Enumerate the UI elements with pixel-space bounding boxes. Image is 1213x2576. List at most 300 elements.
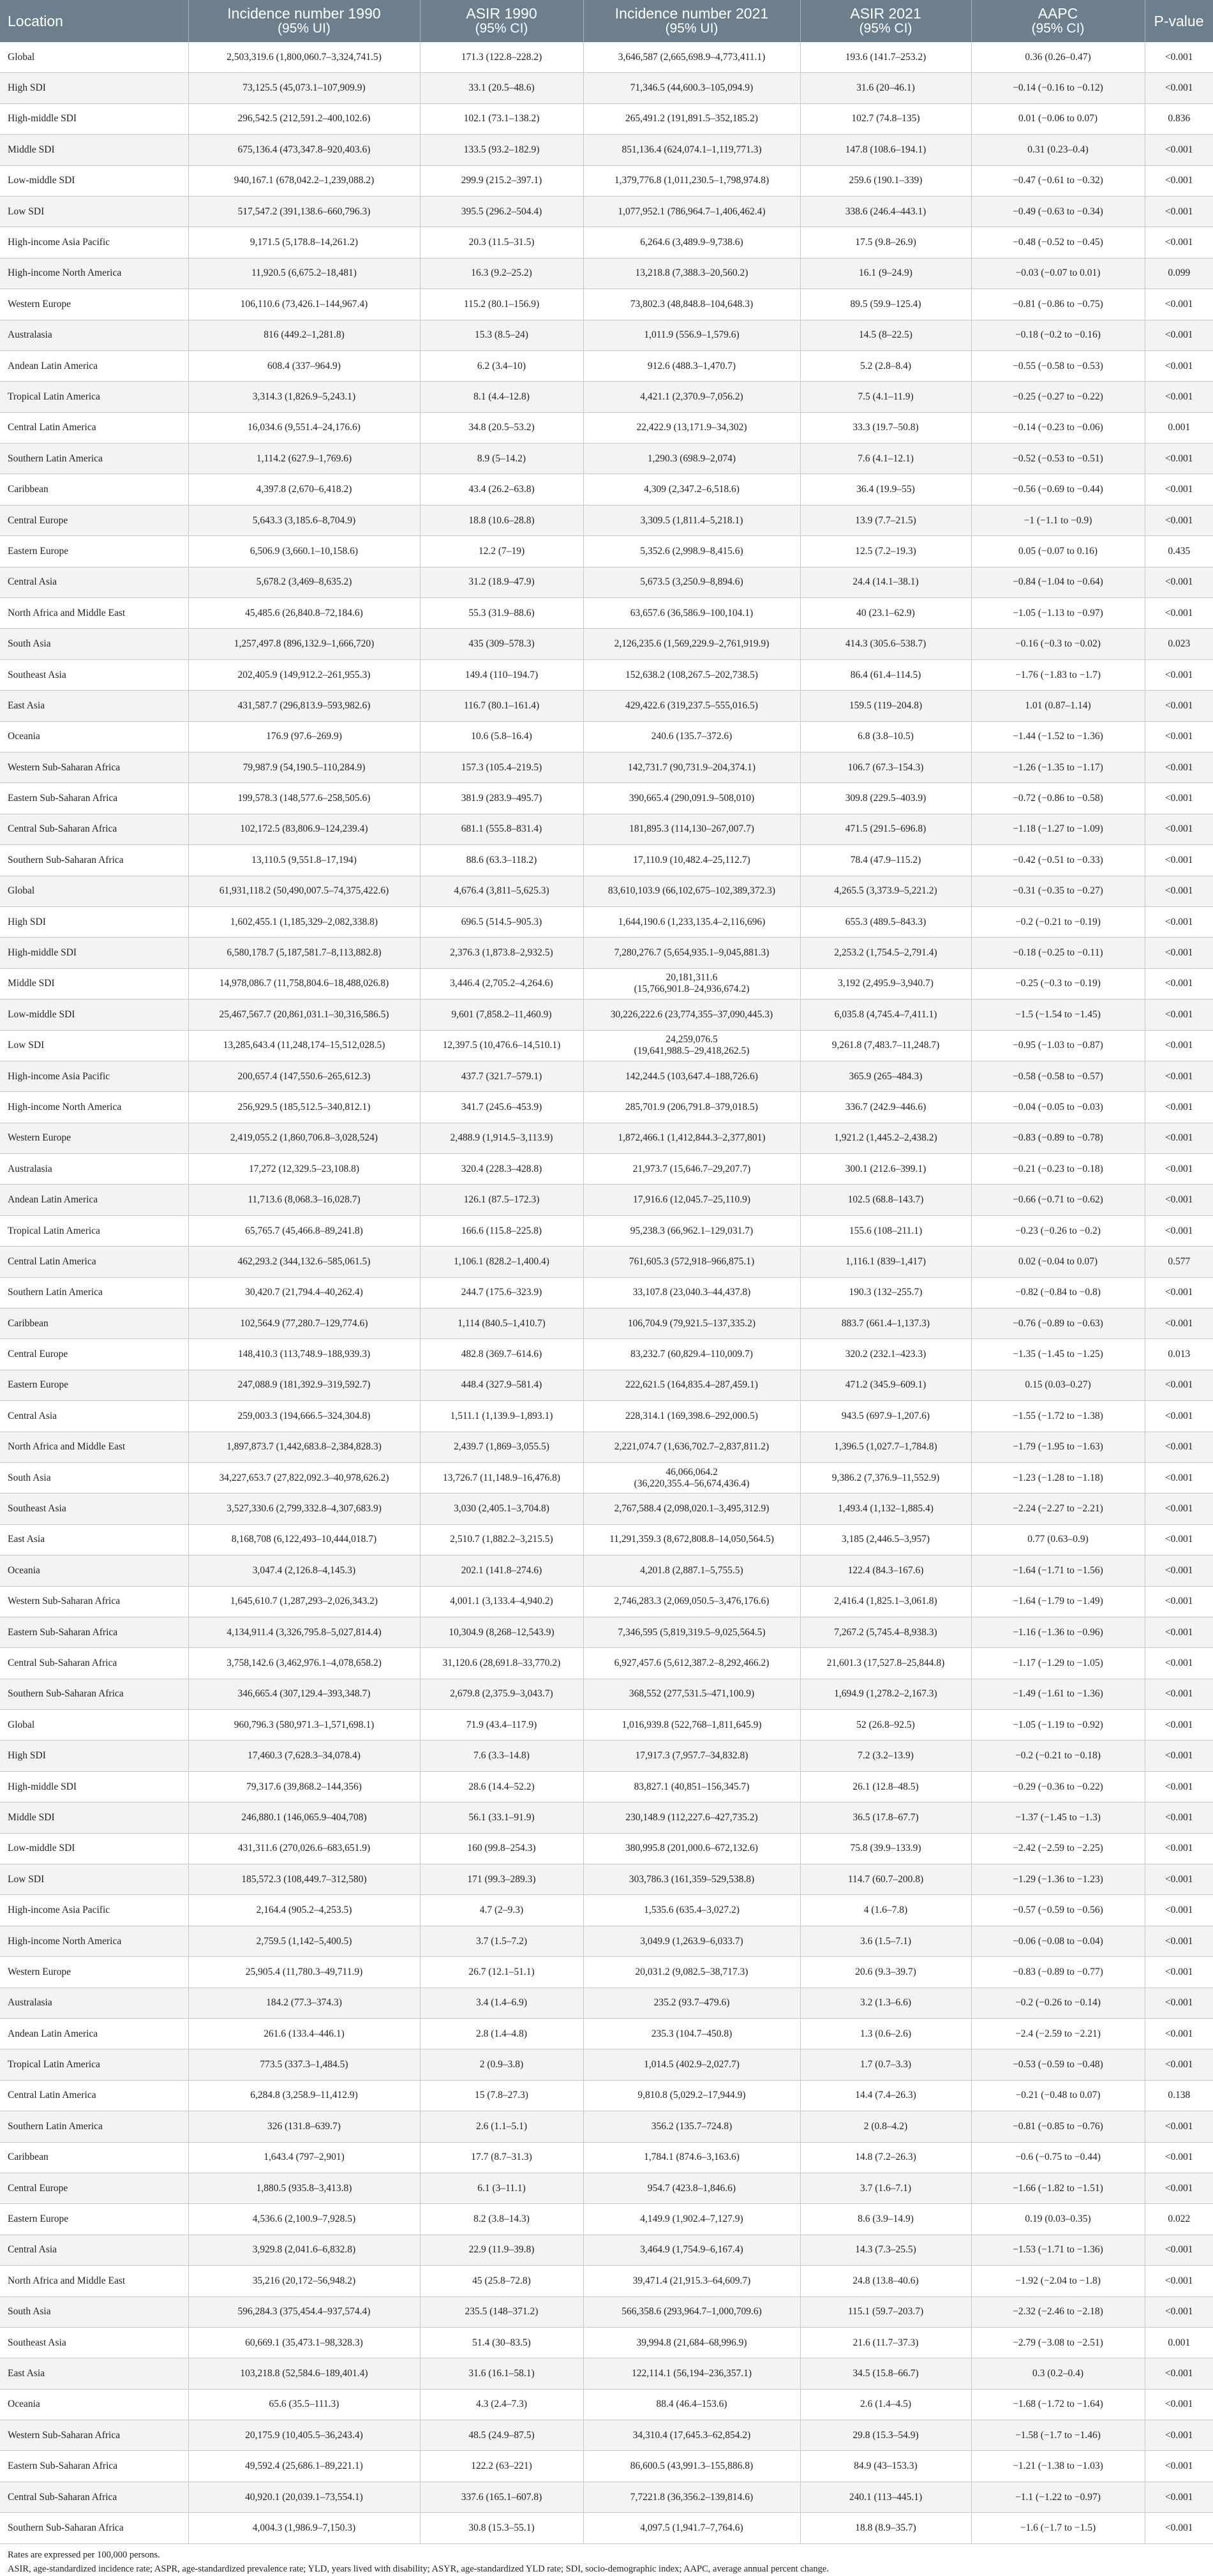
cell-asir-2021: 3.7 (1.6–7.1) [800, 2173, 971, 2203]
cell-incidence-2021: 285,701.9 (206,791.8–379,018.5) [583, 1092, 800, 1123]
cell-location: Low SDI [0, 1030, 188, 1061]
cell-p-value: <0.001 [1145, 1061, 1213, 1091]
cell-aapc: −0.66 (−0.71 to −0.62) [971, 1185, 1145, 1215]
cell-aapc: −0.6 (−0.75 to −0.44) [971, 2142, 1145, 2173]
table-row [0, 598, 1213, 629]
cell-asir-2021: 1,493.4 (1,132–1,885.4) [800, 1494, 971, 1524]
cell-asir-2021: 21.6 (11.7–37.3) [800, 2327, 971, 2358]
cell-aapc: 0.01 (−0.06 to 0.07) [971, 103, 1145, 134]
cell-asir-1990: 20.3 (11.5–31.5) [420, 227, 583, 258]
cell-incidence-1990: 9,171.5 (5,178.8–14,261.2) [188, 227, 420, 258]
cell-asir-2021: 18.8 (8.9–35.7) [800, 2513, 971, 2543]
cell-incidence-1990: 185,572.3 (108,449.7–312,580) [188, 1864, 420, 1895]
cell-p-value: <0.001 [1145, 165, 1213, 196]
cell-p-value: <0.001 [1145, 906, 1213, 937]
table-row [0, 1555, 1213, 1586]
cell-aapc: −1.79 (−1.95 to −1.63) [971, 1432, 1145, 1462]
cell-incidence-2021: 181,895.3 (114,130–267,007.7) [583, 814, 800, 844]
cell-location: Andean Latin America [0, 1185, 188, 1215]
cell-incidence-1990: 462,293.2 (344,132.6–585,061.5) [188, 1247, 420, 1277]
cell-location: Southeast Asia [0, 659, 188, 690]
cell-incidence-2021: 851,136.4 (624,074.1–1,119,771.3) [583, 135, 800, 165]
cell-asir-2021: 36.4 (19.9–55) [800, 474, 971, 505]
table-row [0, 382, 1213, 412]
cell-incidence-1990: 247,088.9 (181,392.9–319,592.7) [188, 1370, 420, 1400]
column-header-title: AAPC [1038, 5, 1078, 22]
cell-incidence-2021 [583, 968, 800, 999]
table-row [0, 2358, 1213, 2389]
cell-incidence-2021: 13,218.8 (7,388.3–20,560.2) [583, 258, 800, 288]
cell-asir-2021: 300.1 (212.6–399.1) [800, 1154, 971, 1185]
cell-incidence-2021: 34,310.4 (17,645.3–62,854.2) [583, 2420, 800, 2451]
cell-incidence-1990: 2,164.4 (905.2–4,253.5) [188, 1895, 420, 1926]
cell-asir-1990: 8.2 (3.8–14.3) [420, 2204, 583, 2235]
cell-asir-2021: 21,601.3 (17,527.8–25,844.8) [800, 1648, 971, 1679]
cell-incidence-2021: 228,314.1 (169,398.6–292,000.5) [583, 1401, 800, 1432]
cell-p-value: <0.001 [1145, 1926, 1213, 1956]
table-row [0, 2235, 1213, 2265]
cell-incidence-2021: 380,995.8 (201,000.6–672,132.6) [583, 1833, 800, 1864]
cell-p-value: 0.435 [1145, 536, 1213, 567]
cell-location: Andean Latin America [0, 350, 188, 381]
cell-incidence-2021: 22,422.9 (13,171.9–34,302) [583, 412, 800, 443]
table-header [0, 0, 1213, 42]
cell-incidence-1990: 61,931,118.2 (50,490,007.5–74,375,422.6) [188, 876, 420, 906]
cell-location: High SDI [0, 1741, 188, 1771]
table-row [0, 1710, 1213, 1741]
cell-incidence-1990: 49,592.4 (25,686.1–89,221.1) [188, 2451, 420, 2482]
column-header-subtitle: (95% CI) [475, 21, 528, 36]
cell-asir-1990: 12,397.5 (10,476.6–14,510.1) [420, 1030, 583, 1061]
table-row [0, 659, 1213, 690]
cell-location: Eastern Europe [0, 536, 188, 567]
cell-incidence-2021: 5,673.5 (3,250.9–8,894.6) [583, 567, 800, 597]
cell-asir-2021: 7.5 (4.1–11.9) [800, 382, 971, 412]
cell-aapc: −2.42 (−2.59 to −2.25) [971, 1833, 1145, 1864]
cell-aapc: −0.83 (−0.89 to −0.77) [971, 1957, 1145, 1988]
cell-incidence-1990: 4,134,911.4 (3,326,795.8–5,027,814.4) [188, 1617, 420, 1647]
cell-incidence-1990: 5,643.3 (3,185.6–8,704.9) [188, 505, 420, 535]
cell-aapc: 0.31 (0.23–0.4) [971, 135, 1145, 165]
cell-asir-1990: 320.4 (228.3–428.8) [420, 1154, 583, 1185]
table-row [0, 1617, 1213, 1647]
cell-asir-1990: 202.1 (141.8–274.6) [420, 1555, 583, 1586]
cell-asir-1990: 4.3 (2.4–7.3) [420, 2389, 583, 2420]
cell-asir-1990: 2,510.7 (1,882.2–3,215.5) [420, 1524, 583, 1555]
header-row [0, 0, 1213, 42]
cell-location: Eastern Sub-Saharan Africa [0, 2451, 188, 2482]
cell-asir-1990: 4,001.1 (3,133.4–4,940.2) [420, 1586, 583, 1617]
cell-asir-2021: 365.9 (265–484.3) [800, 1061, 971, 1091]
cell-asir-1990: 13,726.7 (11,148.9–16,476.8) [420, 1462, 583, 1493]
cell-incidence-1990: 1,645,610.7 (1,287,293–2,026,343.2) [188, 1586, 420, 1617]
column-header-title: Incidence number 2021 [614, 5, 769, 22]
cell-location: Eastern Europe [0, 1370, 188, 1400]
cell-incidence-1990: 246,880.1 (146,065.9–404,708) [188, 1802, 420, 1833]
cell-asir-2021: 14.3 (7.3–25.5) [800, 2235, 971, 2265]
cell-incidence-1990: 200,657.4 (147,550.6–265,612.3) [188, 1061, 420, 1091]
cell-location: Central Sub-Saharan Africa [0, 2482, 188, 2512]
cell-asir-2021: 6,035.8 (4,745.4–7,411.1) [800, 1000, 971, 1030]
cell-incidence-1990: 148,410.3 (113,748.9–188,939.3) [188, 1339, 420, 1370]
cell-location: Middle SDI [0, 135, 188, 165]
cell-incidence-2021: 954.7 (423.8–1,846.6) [583, 2173, 800, 2203]
column-header-p-value [1145, 0, 1213, 42]
cell-asir-1990: 3,446.4 (2,705.2–4,264.6) [420, 968, 583, 999]
cell-incidence-2021: 3,464.9 (1,754.9–6,167.4) [583, 2235, 800, 2265]
cell-incidence-2021: 11,291,359.3 (8,672,808.8–14,050,564.5) [583, 1524, 800, 1555]
cell-asir-1990: 22.9 (11.9–39.8) [420, 2235, 583, 2265]
cell-incidence-1990: 14,978,086.7 (11,758,804.6–18,488,026.8) [188, 968, 420, 999]
cell-asir-2021: 655.3 (489.5–843.3) [800, 906, 971, 937]
cell-asir-2021: 3.6 (1.5–7.1) [800, 1926, 971, 1956]
column-header-title: Incidence number 1990 [227, 5, 381, 22]
cell-aapc: −0.18 (−0.2 to −0.16) [971, 320, 1145, 350]
cell-incidence-2021: 142,731.7 (90,731.9–204,374.1) [583, 752, 800, 783]
cell-asir-2021: 14.8 (7.2–26.3) [800, 2142, 971, 2173]
cell-p-value: <0.001 [1145, 1432, 1213, 1462]
table-row [0, 938, 1213, 968]
table-row [0, 1154, 1213, 1185]
cell-p-value: 0.022 [1145, 2204, 1213, 2235]
cell-incidence-1990: 13,285,643.4 (11,248,174–15,512,028.5) [188, 1030, 420, 1061]
cell-incidence-2021: 83,827.1 (40,851–156,345.7) [583, 1771, 800, 1802]
cell-p-value: <0.001 [1145, 691, 1213, 721]
cell-p-value: 0.001 [1145, 2327, 1213, 2358]
cell-incidence-2021 [583, 1462, 800, 1493]
cell-aapc: −0.04 (−0.05 to −0.03) [971, 1092, 1145, 1123]
cell-location: Australasia [0, 1988, 188, 2018]
cell-location: Eastern Sub-Saharan Africa [0, 1617, 188, 1647]
cell-asir-2021: 34.5 (15.8–66.7) [800, 2358, 971, 2389]
footnote-rates: Rates are expressed per 100,000 persons. [8, 2549, 160, 2560]
cell-incidence-2021: 2,221,074.7 (1,636,702.7–2,837,811.2) [583, 1432, 800, 1462]
cell-incidence-1990: 940,167.1 (678,042.2–1,239,088.2) [188, 165, 420, 196]
cell-incidence-1990: 2,419,055.2 (1,860,706.8–3,028,524) [188, 1123, 420, 1153]
cell-location: Global [0, 876, 188, 906]
cell-aapc: −1 (−1.1 to −0.9) [971, 505, 1145, 535]
cell-asir-2021: 1,694.9 (1,278.2–2,167.3) [800, 1679, 971, 1709]
table-row [0, 1833, 1213, 1864]
cell-asir-2021: 3,185 (2,446.5–3,957) [800, 1524, 971, 1555]
cell-incidence-1990: 16,034.6 (9,551.4–24,176.6) [188, 412, 420, 443]
cell-location: South Asia [0, 2296, 188, 2327]
cell-asir-2021: 147.8 (108.6–194.1) [800, 135, 971, 165]
cell-aapc: −0.21 (−0.23 to −0.18) [971, 1154, 1145, 1185]
cell-line: 24,259,076.5 [666, 1034, 718, 1045]
cell-incidence-1990: 596,284.3 (375,454.4–937,574.4) [188, 2296, 420, 2327]
cell-p-value: <0.001 [1145, 2513, 1213, 2543]
cell-incidence-2021: 3,049.9 (1,263.9–6,033.7) [583, 1926, 800, 1956]
cell-asir-1990: 160 (99.8–254.3) [420, 1833, 583, 1864]
cell-incidence-1990: 431,311.6 (270,026.6–683,651.9) [188, 1833, 420, 1864]
cell-incidence-2021: 106,704.9 (79,921.5–137,335.2) [583, 1308, 800, 1339]
cell-location: Global [0, 42, 188, 73]
cell-p-value: <0.001 [1145, 1494, 1213, 1524]
cell-incidence-1990: 199,578.3 (148,577.6–258,505.6) [188, 783, 420, 814]
cell-aapc: −0.42 (−0.51 to −0.33) [971, 845, 1145, 876]
cell-incidence-2021: 265,491.2 (191,891.5–352,185.2) [583, 103, 800, 134]
cell-p-value: 0.001 [1145, 412, 1213, 443]
cell-asir-2021: 122.4 (84.3–167.6) [800, 1555, 971, 1586]
cell-location: Australasia [0, 1154, 188, 1185]
cell-asir-2021: 4,265.5 (3,373.9–5,221.2) [800, 876, 971, 906]
table-row [0, 783, 1213, 814]
table-row [0, 474, 1213, 505]
table-row [0, 2296, 1213, 2327]
cell-asir-1990: 31.2 (18.9–47.9) [420, 567, 583, 597]
cell-asir-1990: 8.9 (5–14.2) [420, 444, 583, 474]
cell-asir-1990: 16.3 (9.2–25.2) [420, 258, 583, 288]
cell-p-value: <0.001 [1145, 1215, 1213, 1246]
cell-asir-2021: 52 (26.8–92.5) [800, 1710, 971, 1741]
cell-asir-2021: 336.7 (242.9–446.6) [800, 1092, 971, 1123]
cell-location: East Asia [0, 1524, 188, 1555]
cell-asir-2021: 1,396.5 (1,027.7–1,784.8) [800, 1432, 971, 1462]
cell-incidence-2021: 7,346,595 (5,819,319.5–9,025,564.5) [583, 1617, 800, 1647]
cell-incidence-2021: 566,358.6 (293,964.7–1,000,709.6) [583, 2296, 800, 2327]
cell-p-value: <0.001 [1145, 968, 1213, 999]
cell-aapc: 0.36 (0.26–0.47) [971, 42, 1145, 73]
cell-asir-2021: 20.6 (9.3–39.7) [800, 1957, 971, 1988]
column-header-incidence-1990 [188, 0, 420, 42]
cell-aapc: −1.37 (−1.45 to −1.3) [971, 1802, 1145, 1833]
cell-location: Tropical Latin America [0, 1215, 188, 1246]
cell-location: North Africa and Middle East [0, 598, 188, 629]
cell-incidence-2021: 63,657.6 (36,586.9–100,104.1) [583, 598, 800, 629]
table-row [0, 906, 1213, 937]
cell-incidence-2021: 912.6 (488.3–1,470.7) [583, 350, 800, 381]
cell-incidence-2021: 368,552 (277,531.5–471,100.9) [583, 1679, 800, 1709]
table-row [0, 1432, 1213, 1462]
cell-p-value: <0.001 [1145, 1710, 1213, 1741]
cell-p-value: <0.001 [1145, 1030, 1213, 1061]
cell-aapc: −0.2 (−0.21 to −0.19) [971, 906, 1145, 937]
cell-p-value: <0.001 [1145, 135, 1213, 165]
cell-incidence-2021: 30,226,222.6 (23,774,355–37,090,445.3) [583, 1000, 800, 1030]
cell-incidence-1990: 40,920.1 (20,039.1–73,554.1) [188, 2482, 420, 2512]
cell-aapc: −0.49 (−0.63 to −0.34) [971, 196, 1145, 227]
cell-location: Eastern Sub-Saharan Africa [0, 783, 188, 814]
cell-aapc: −0.52 (−0.53 to −0.51) [971, 444, 1145, 474]
cell-incidence-1990: 45,485.6 (26,840.8–72,184.6) [188, 598, 420, 629]
cell-incidence-2021: 6,264.6 (3,489.9–9,738.6) [583, 227, 800, 258]
cell-asir-2021: 7.2 (3.2–13.9) [800, 1741, 971, 1771]
cell-incidence-1990: 608.4 (337–964.9) [188, 350, 420, 381]
cell-asir-2021: 2 (0.8–4.2) [800, 2111, 971, 2142]
cell-incidence-1990: 73,125.5 (45,073.1–107,909.9) [188, 73, 420, 103]
cell-location: Central Asia [0, 567, 188, 597]
cell-p-value: <0.001 [1145, 1679, 1213, 1709]
table-row [0, 1185, 1213, 1215]
cell-asir-1990: 437.7 (321.7–579.1) [420, 1061, 583, 1091]
cell-asir-1990: 133.5 (93.2–182.9) [420, 135, 583, 165]
cell-asir-2021: 7.6 (4.1–12.1) [800, 444, 971, 474]
cell-p-value: <0.001 [1145, 1617, 1213, 1647]
cell-incidence-1990: 6,506.9 (3,660.1–10,158.6) [188, 536, 420, 567]
cell-p-value: <0.001 [1145, 196, 1213, 227]
cell-asir-1990: 56.1 (33.1–91.9) [420, 1802, 583, 1833]
cell-asir-2021: 414.3 (305.6–538.7) [800, 629, 971, 659]
cell-incidence-1990: 346,665.4 (307,129.4–393,348.7) [188, 1679, 420, 1709]
table-row [0, 629, 1213, 659]
column-header-title: ASIR 1990 [466, 5, 537, 22]
cell-asir-1990: 337.6 (165.1–607.8) [420, 2482, 583, 2512]
cell-asir-2021: 190.3 (132–255.7) [800, 1277, 971, 1308]
table-row [0, 1648, 1213, 1679]
cell-incidence-2021: 73,802.3 (48,848.8–104,648.3) [583, 289, 800, 320]
cell-location: Central Asia [0, 1401, 188, 1432]
cell-incidence-1990: 960,796.3 (580,971.3–1,571,698.1) [188, 1710, 420, 1741]
table-row [0, 444, 1213, 474]
cell-location: Southern Sub-Saharan Africa [0, 2513, 188, 2543]
cell-incidence-2021: 39,471.4 (21,915.3–64,609.7) [583, 2266, 800, 2296]
cell-incidence-2021: 152,638.2 (108,267.5–202,738.5) [583, 659, 800, 690]
table-row [0, 721, 1213, 752]
cell-incidence-2021: 1,644,190.6 (1,233,135.4–2,116,696) [583, 906, 800, 937]
table-row [0, 42, 1213, 73]
table-body [0, 42, 1213, 2543]
cell-aapc: −2.32 (−2.46 to −2.18) [971, 2296, 1145, 2327]
cell-location: Southern Sub-Saharan Africa [0, 845, 188, 876]
cell-p-value: 0.836 [1145, 103, 1213, 134]
cell-aapc: −2.24 (−2.27 to −2.21) [971, 1494, 1145, 1524]
cell-location: Central Europe [0, 505, 188, 535]
cell-asir-1990: 3,030 (2,405.1–3,704.8) [420, 1494, 583, 1524]
cell-asir-1990: 28.6 (14.4–52.2) [420, 1771, 583, 1802]
cell-asir-2021: 471.2 (345.9–609.1) [800, 1370, 971, 1400]
cell-location: Caribbean [0, 474, 188, 505]
cell-location: Tropical Latin America [0, 382, 188, 412]
cell-incidence-2021: 1,011.9 (556.9–1,579.6) [583, 320, 800, 350]
cell-aapc: −2.79 (−3.08 to −2.51) [971, 2327, 1145, 2358]
table-row [0, 135, 1213, 165]
cell-aapc: −0.14 (−0.23 to −0.06) [971, 412, 1145, 443]
table-row [0, 412, 1213, 443]
table-row [0, 165, 1213, 196]
cell-asir-2021: 471.5 (291.5–696.8) [800, 814, 971, 844]
table-row [0, 845, 1213, 876]
cell-incidence-2021: 222,621.5 (164,835.4–287,459.1) [583, 1370, 800, 1400]
cell-aapc: −0.2 (−0.26 to −0.14) [971, 1988, 1145, 2018]
cell-incidence-1990: 79,317.6 (39,868.2–144,356) [188, 1771, 420, 1802]
cell-asir-2021: 159.5 (119–204.8) [800, 691, 971, 721]
cell-p-value: <0.001 [1145, 1000, 1213, 1030]
cell-location: Central Latin America [0, 1247, 188, 1277]
cell-asir-2021: 1,921.2 (1,445.2–2,438.2) [800, 1123, 971, 1153]
cell-incidence-2021: 71,346.5 (44,600.3–105,094.9) [583, 73, 800, 103]
table-row [0, 227, 1213, 258]
cell-aapc: −0.48 (−0.52 to −0.45) [971, 227, 1145, 258]
cell-location: High-income North America [0, 258, 188, 288]
cell-asir-1990: 2,376.3 (1,873.8–2,932.5) [420, 938, 583, 968]
cell-asir-1990: 696.5 (514.5–905.3) [420, 906, 583, 937]
cell-asir-2021: 26.1 (12.8–48.5) [800, 1771, 971, 1802]
cell-incidence-2021: 230,148.9 (112,227.6–427,735.2) [583, 1802, 800, 1833]
cell-asir-2021: 1.3 (0.6–2.6) [800, 2019, 971, 2049]
cell-aapc: −1.1 (−1.22 to −0.97) [971, 2482, 1145, 2512]
cell-incidence-2021: 17,917.3 (7,957.7–34,832.8) [583, 1741, 800, 1771]
cell-incidence-2021: 4,309 (2,347.2–6,518.6) [583, 474, 800, 505]
cell-asir-2021: 24.8 (13.8–40.6) [800, 2266, 971, 2296]
cell-p-value: <0.001 [1145, 505, 1213, 535]
cell-asir-1990: 15.3 (8.5–24) [420, 320, 583, 350]
column-header-title: ASIR 2021 [850, 5, 921, 22]
cell-incidence-1990: 35,216 (20,172–56,948.2) [188, 2266, 420, 2296]
cell-aapc: −0.31 (−0.35 to −0.27) [971, 876, 1145, 906]
cell-location: East Asia [0, 691, 188, 721]
cell-asir-1990: 4,676.4 (3,811–5,625.3) [420, 876, 583, 906]
cell-asir-1990: 1,114 (840.5–1,410.7) [420, 1308, 583, 1339]
cell-aapc: −0.2 (−0.21 to −0.18) [971, 1741, 1145, 1771]
cell-location: Oceania [0, 2389, 188, 2420]
table-row [0, 289, 1213, 320]
cell-aapc: −1.55 (−1.72 to −1.38) [971, 1401, 1145, 1432]
cell-incidence-1990: 8,168,708 (6,122,493–10,444,018.7) [188, 1524, 420, 1555]
cell-incidence-1990: 25,467,567.7 (20,861,031.1–30,316,586.5) [188, 1000, 420, 1030]
cell-asir-1990: 71.9 (43.4–117.9) [420, 1710, 583, 1741]
cell-asir-1990: 115.2 (80.1–156.9) [420, 289, 583, 320]
cell-p-value: <0.001 [1145, 721, 1213, 752]
cell-incidence-2021: 9,810.8 (5,029.2–17,944.9) [583, 2080, 800, 2111]
cell-incidence-2021: 356.2 (135.7–724.8) [583, 2111, 800, 2142]
cell-incidence-2021: 88.4 (46.4–153.6) [583, 2389, 800, 2420]
cell-location: High-income North America [0, 1092, 188, 1123]
table-row [0, 814, 1213, 844]
cell-incidence-2021: 1,290.3 (698.9–2,074) [583, 444, 800, 474]
cell-p-value: <0.001 [1145, 752, 1213, 783]
cell-line: 46,066,064.2 [666, 1466, 718, 1478]
cell-aapc: −0.18 (−0.25 to −0.11) [971, 938, 1145, 968]
cell-aapc: −1.17 (−1.29 to −1.05) [971, 1648, 1145, 1679]
cell-incidence-1990: 65.6 (35.5–111.3) [188, 2389, 420, 2420]
cell-p-value: <0.001 [1145, 2296, 1213, 2327]
table-row [0, 1679, 1213, 1709]
cell-aapc: −1.49 (−1.61 to −1.36) [971, 1679, 1145, 1709]
cell-location: Central Sub-Saharan Africa [0, 814, 188, 844]
cell-location: High SDI [0, 73, 188, 103]
cell-asir-1990: 2,679.8 (2,375.9–3,043.7) [420, 1679, 583, 1709]
cell-asir-2021: 6.8 (3.8–10.5) [800, 721, 971, 752]
cell-p-value: <0.001 [1145, 1555, 1213, 1586]
cell-asir-2021: 12.5 (7.2–19.3) [800, 536, 971, 567]
cell-p-value: <0.001 [1145, 2111, 1213, 2142]
cell-asir-1990: 2.8 (1.4–4.8) [420, 2019, 583, 2049]
table-row [0, 505, 1213, 535]
table-row [0, 691, 1213, 721]
cell-aapc: −0.25 (−0.3 to −0.19) [971, 968, 1145, 999]
cell-aapc: −0.57 (−0.59 to −0.56) [971, 1895, 1145, 1926]
table-row [0, 1308, 1213, 1339]
cell-asir-1990: 12.2 (7–19) [420, 536, 583, 567]
cell-incidence-2021: 1,872,466.1 (1,412,844.3–2,377,801) [583, 1123, 800, 1153]
cell-location: High-middle SDI [0, 938, 188, 968]
cell-asir-2021: 3.2 (1.3–6.6) [800, 1988, 971, 2018]
cell-asir-2021: 2.6 (1.4–4.5) [800, 2389, 971, 2420]
cell-asir-1990: 17.7 (8.7–31.3) [420, 2142, 583, 2173]
cell-incidence-2021: 83,232.7 (60,829.4–110,009.7) [583, 1339, 800, 1370]
cell-asir-1990: 45 (25.8–72.8) [420, 2266, 583, 2296]
cell-aapc: −1.6 (−1.7 to −1.5) [971, 2513, 1145, 2543]
cell-asir-2021: 102.5 (68.8–143.7) [800, 1185, 971, 1215]
cell-p-value: <0.001 [1145, 382, 1213, 412]
cell-incidence-2021: 4,201.8 (2,887.1–5,755.5) [583, 1555, 800, 1586]
cell-location: Southeast Asia [0, 2327, 188, 2358]
cell-asir-1990: 48.5 (24.9–87.5) [420, 2420, 583, 2451]
cell-asir-2021: 2,253.2 (1,754.5–2,791.4) [800, 938, 971, 968]
cell-asir-2021: 309.8 (229.5–403.9) [800, 783, 971, 814]
cell-asir-2021: 13.9 (7.7–21.5) [800, 505, 971, 535]
